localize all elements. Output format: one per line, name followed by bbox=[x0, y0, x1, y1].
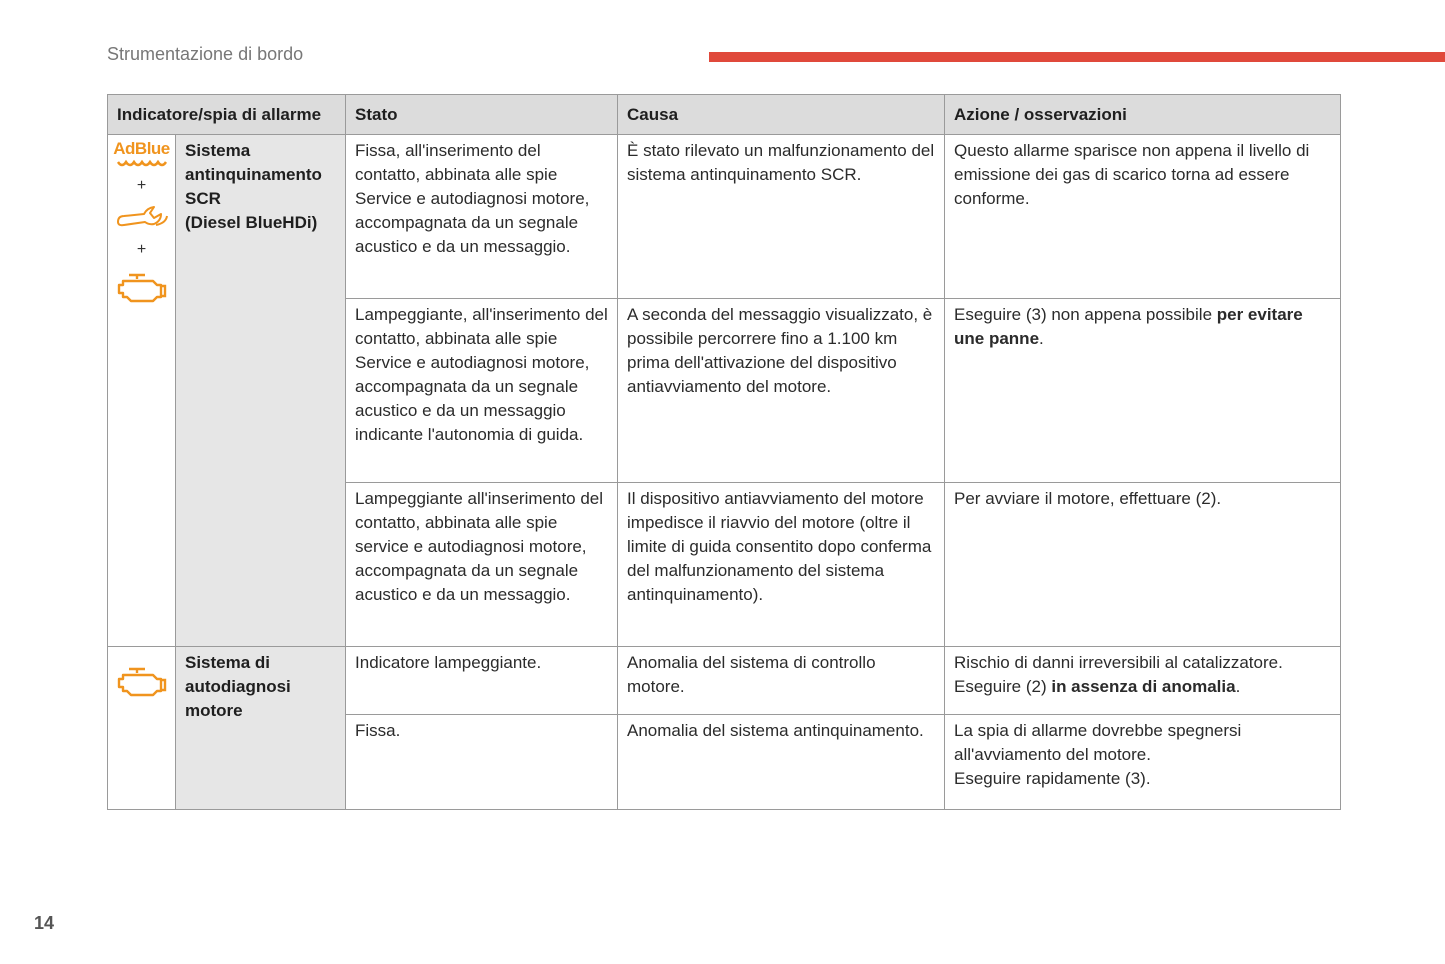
adblue-wave-icon bbox=[116, 159, 168, 169]
azione-line: La spia di allarme dovrebbe spegnersi all'avviamento del motore. bbox=[954, 721, 1242, 764]
azione-line: Eseguire rapidamente (3). bbox=[954, 769, 1151, 788]
column-header-indicator: Indicatore/spia di allarme bbox=[108, 95, 346, 135]
engine-check-icon bbox=[117, 661, 167, 699]
stato-cell: Lampeggiante all'inserimento del contatto, abbinata alle spie service e autodiagnosi motore, accompagnata da un segnale acustico e da un messaggio. bbox=[346, 483, 618, 647]
indicator-name-line: autodiagnosi bbox=[185, 677, 291, 696]
engine-check-icon bbox=[117, 267, 167, 305]
indicator-icons-scr bbox=[108, 135, 176, 647]
azione-text-end: . bbox=[1039, 329, 1044, 348]
azione-text: Eseguire (2) bbox=[954, 677, 1052, 696]
azione-cell bbox=[945, 647, 1341, 715]
table-row bbox=[108, 135, 1341, 299]
causa-cell: Il dispositivo antiavviamento del motore impedisce il riavvio del motore (oltre il limite di guida consentito dopo conferma del malfunzionamento del sistema antinquinamento). bbox=[618, 483, 945, 647]
stato-cell: Lampeggiante, all'inserimento del contatto, abbinata alle spie Service e autodiagnosi motore, accompagnata da un segnale acustico e da un messaggio indicante l'autonomia di guida. bbox=[346, 299, 618, 483]
indicator-icons-engine bbox=[108, 647, 176, 810]
causa-cell: Anomalia del sistema antinquinamento. bbox=[618, 715, 945, 810]
azione-emphasis: in assenza di anomalia bbox=[1051, 677, 1236, 696]
page-number: 14 bbox=[34, 913, 55, 933]
indicator-name-line: antinquinamento bbox=[185, 165, 322, 184]
section-title: Strumentazione di bordo bbox=[107, 44, 304, 64]
adblue-icon-label: AdBlue bbox=[113, 139, 170, 158]
azione-line: Rischio di danni irreversibili al catalizzatore. bbox=[954, 653, 1283, 672]
plus-separator: + bbox=[136, 177, 147, 194]
indicator-name-line: Sistema bbox=[185, 141, 251, 160]
table-row bbox=[108, 647, 1341, 715]
column-header-azione: Azione / osservazioni bbox=[945, 95, 1341, 135]
azione-cell bbox=[945, 715, 1341, 810]
column-header-causa: Causa bbox=[618, 95, 945, 135]
indicator-name-engine bbox=[176, 647, 346, 810]
causa-cell: Anomalia del sistema di controllo motore. bbox=[618, 647, 945, 715]
azione-emphasis: per evitare une panne bbox=[954, 305, 1303, 348]
causa-cell: A seconda del messaggio visualizzato, è possibile percorrere fino a 1.100 km prima dell'attivazione del dispositivo antiavviamento del motore. bbox=[618, 299, 945, 483]
causa-cell: È stato rilevato un malfunzionamento del sistema antinquinamento SCR. bbox=[618, 135, 945, 299]
accent-bar bbox=[709, 52, 1445, 62]
azione-text: Eseguire (3) non appena possibile bbox=[954, 305, 1217, 324]
indicator-name-line: SCR bbox=[185, 189, 221, 208]
plus-separator: + bbox=[136, 241, 147, 258]
indicator-name-scr bbox=[176, 135, 346, 647]
azione-cell bbox=[945, 299, 1341, 483]
service-wrench-icon bbox=[114, 203, 170, 233]
table-header-row bbox=[108, 95, 1341, 135]
stato-cell: Fissa, all'inserimento del contatto, abbinata alle spie Service e autodiagnosi motore, accompagnata da un segnale acustico e da un messaggio. bbox=[346, 135, 618, 299]
indicator-name-line: (Diesel BlueHDi) bbox=[185, 213, 318, 232]
stato-cell: Fissa. bbox=[346, 715, 618, 810]
column-header-stato: Stato bbox=[346, 95, 618, 135]
warning-lights-table bbox=[107, 94, 1341, 810]
azione-cell: Questo allarme sparisce non appena il livello di emissione dei gas di scarico torna ad essere conforme. bbox=[945, 135, 1341, 299]
indicator-name-line: Sistema di bbox=[185, 653, 271, 672]
azione-line bbox=[954, 675, 1331, 699]
indicator-name-line: motore bbox=[185, 701, 243, 720]
adblue-icon bbox=[113, 139, 170, 169]
azione-cell: Per avviare il motore, effettuare (2). bbox=[945, 483, 1341, 647]
stato-cell: Indicatore lampeggiante. bbox=[346, 647, 618, 715]
azione-text-end: . bbox=[1235, 677, 1241, 696]
